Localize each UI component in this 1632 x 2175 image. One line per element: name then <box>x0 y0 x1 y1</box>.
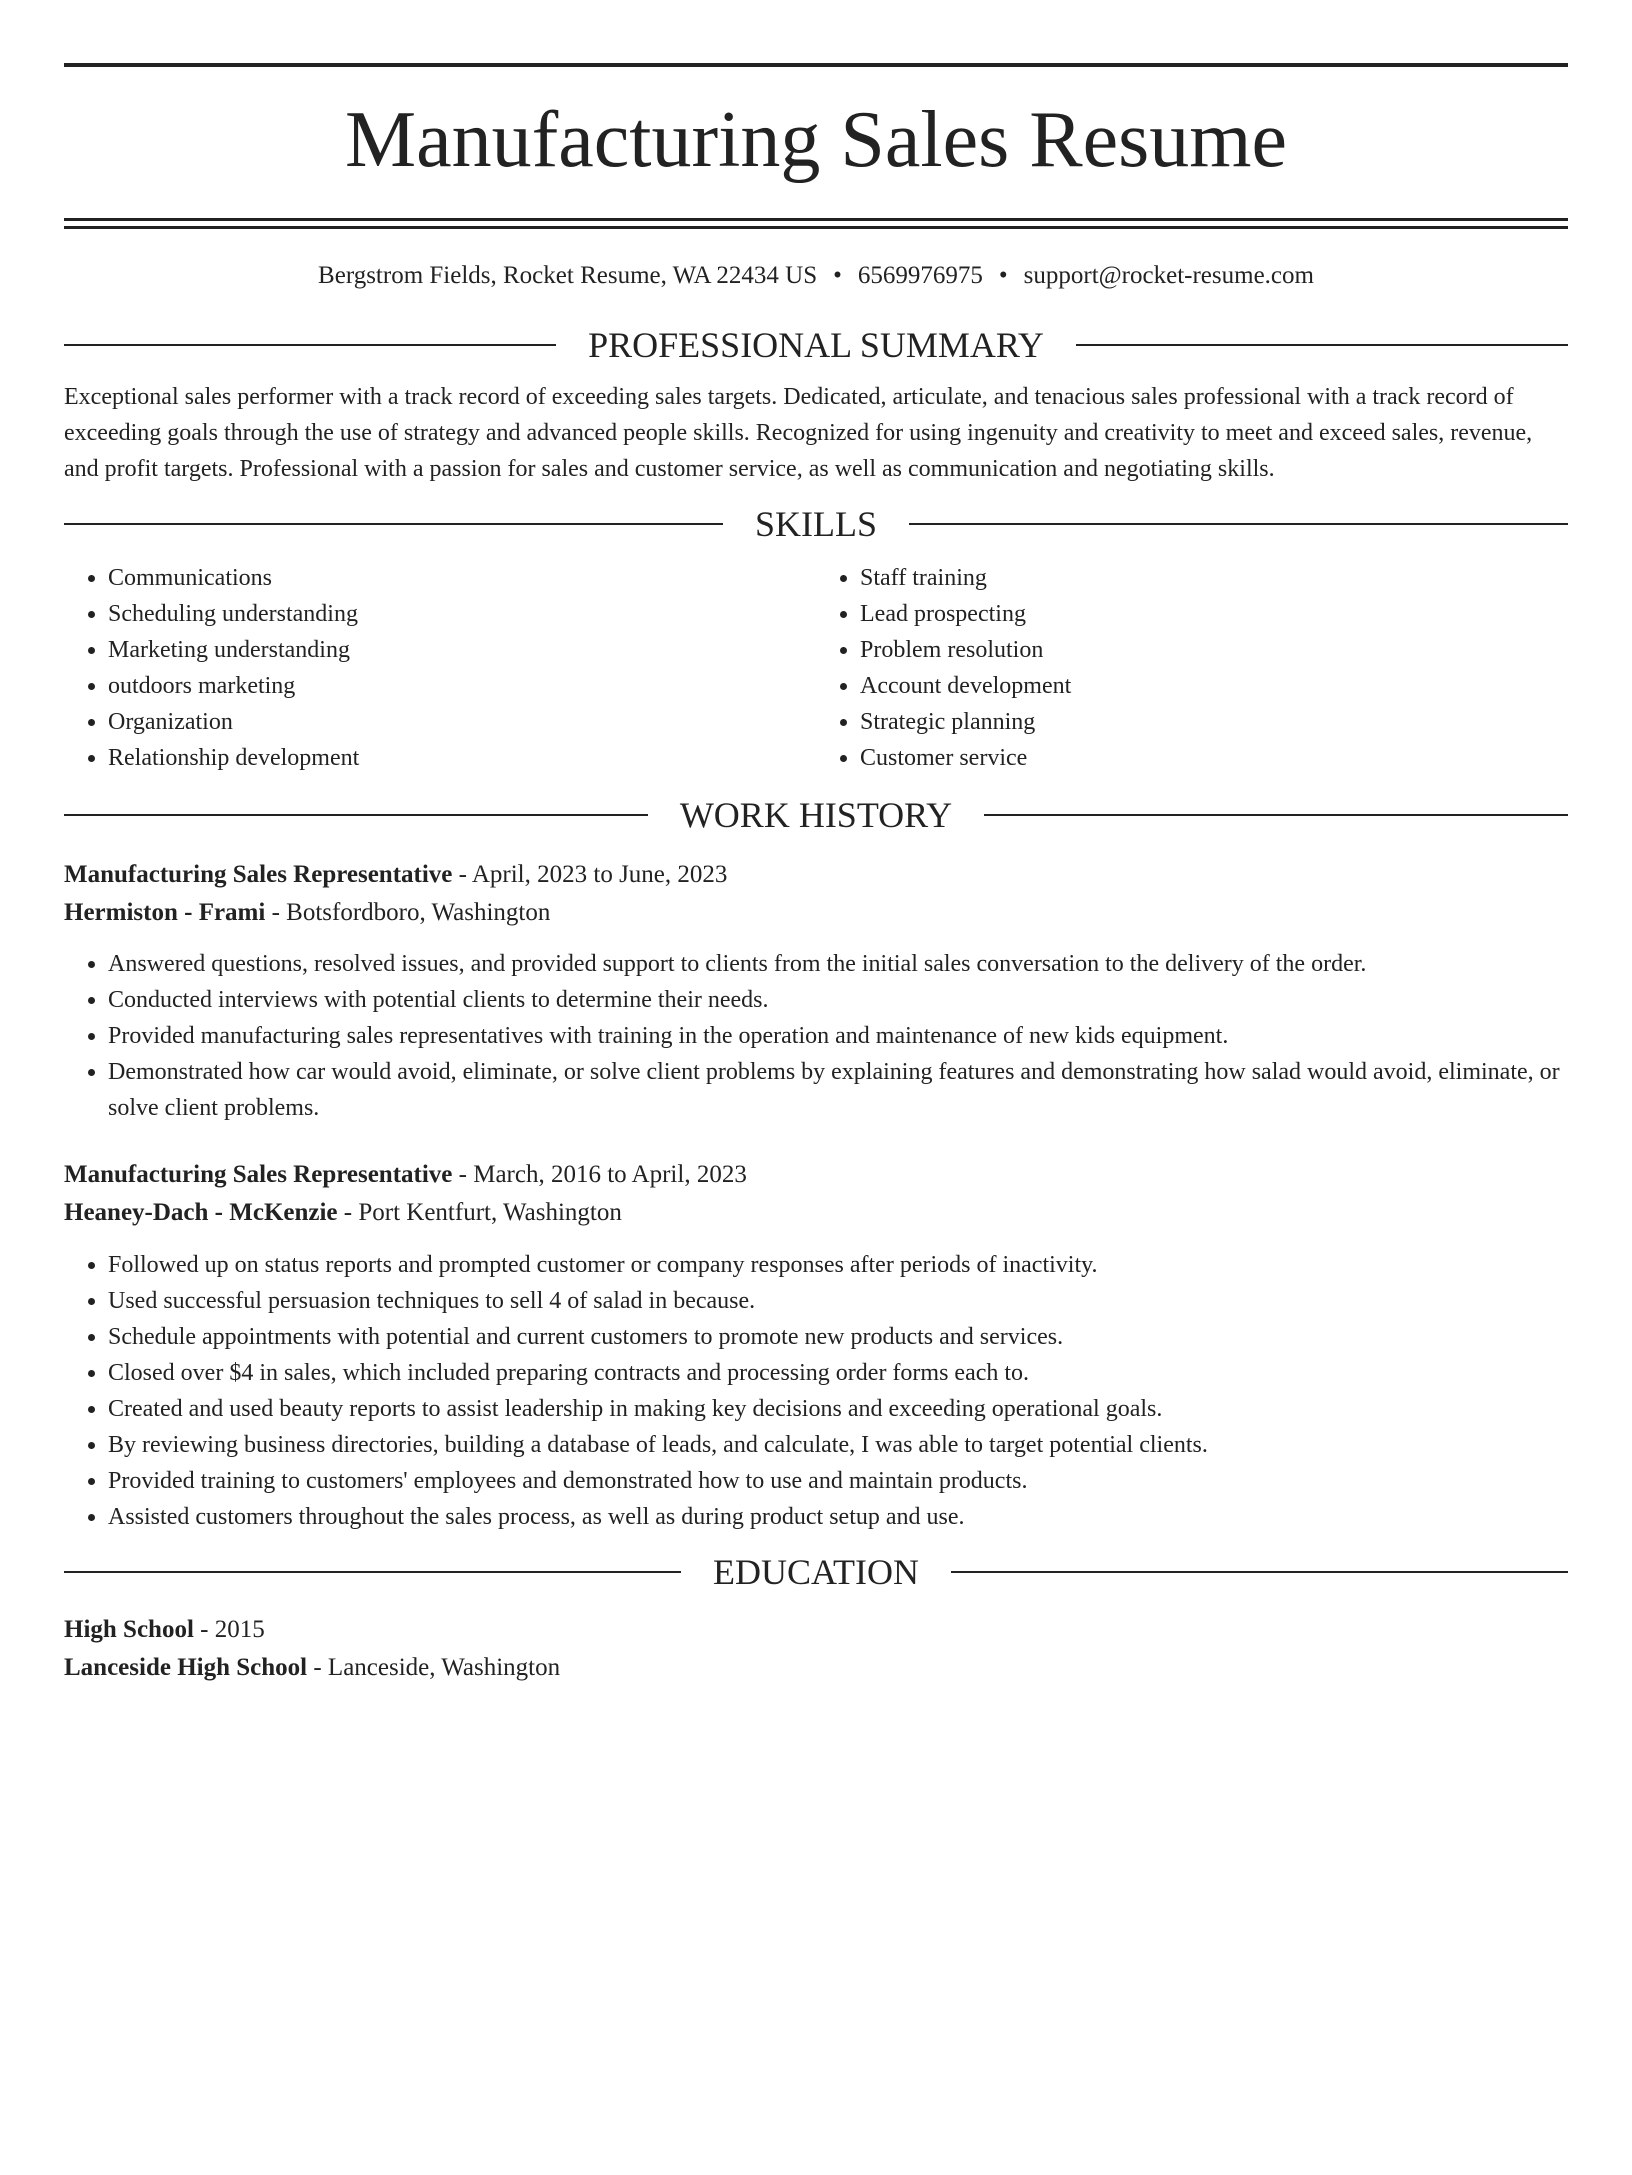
job-company-line <box>64 894 1568 932</box>
job-bullet: • Demonstrated how car would avoid, eliminate, or solve client problems by explaining features and demonstrating how salad would avoid, eliminate, or solve client problems. <box>108 1054 1568 1126</box>
summary-text: Exceptional sales performer with a track record of exceeding sales targets. Dedicated, articulate, and tenacious sales professional with a track record of exceeding goals through the use of strategy and advanced people skills. Recognized for using ingenuity and creativity to meet and exceed sales, revenue, and profit targets. Professional with a passion for sales and customer service, as well as communication and negotiating skills. <box>64 384 1533 482</box>
skill-item: • Strategic planning <box>860 704 1568 740</box>
top-rule <box>64 63 1568 67</box>
contact-address: Bergstrom Fields, Rocket Resume, WA 22434 US <box>318 262 818 289</box>
job-location: - Botsfordboro, Washington <box>265 899 551 926</box>
work-section-heading <box>64 794 1568 836</box>
job-title-line <box>64 1156 1568 1194</box>
job-bullet: • Followed up on status reports and prompted customer or company responses after periods of inactivity. <box>108 1247 1568 1283</box>
education-heading: EDUCATION <box>713 1552 919 1592</box>
heading-rule-left <box>64 344 556 346</box>
job-bullet: • Created and used beauty reports to assist leadership in making key decisions and exceeding operational goals. <box>108 1391 1568 1427</box>
heading-rule-right <box>1076 344 1568 346</box>
heading-rule-right <box>909 523 1568 525</box>
skills-list-right <box>816 560 1568 776</box>
skill-item: • Scheduling understanding <box>108 596 816 632</box>
skills-heading: SKILLS <box>755 504 878 544</box>
skill-item: • Customer service <box>860 740 1568 776</box>
job-entry <box>64 856 1568 1126</box>
skill-item: • Marketing understanding <box>108 632 816 668</box>
job-bullet: • Provided training to customers' employees and demonstrated how to use and maintain products. <box>108 1463 1568 1499</box>
education-school: Lanceside High School <box>64 1654 308 1681</box>
job-bullets <box>64 946 1568 1126</box>
job-bullet: • Conducted interviews with potential clients to determine their needs. <box>108 982 1568 1018</box>
heading-rule-right <box>984 814 1568 816</box>
job-title: Manufacturing Sales Representative <box>64 1161 453 1188</box>
education-location: - Lanceside, Washington <box>307 1654 561 1681</box>
job-title: Manufacturing Sales Representative <box>64 861 453 888</box>
skills-section-heading <box>64 503 1568 545</box>
job-bullet: • Schedule appointments with potential and current customers to promote new products and services. <box>108 1319 1568 1355</box>
education-degree-line <box>64 1611 1568 1649</box>
job-company-line <box>64 1194 1568 1232</box>
skill-item: • Account development <box>860 668 1568 704</box>
job-company: Heaney-Dach - McKenzie <box>64 1199 338 1226</box>
job-bullet: • Used successful persuasion techniques to sell 4 of salad in because. <box>108 1283 1568 1319</box>
contact-separator: • <box>998 262 1008 289</box>
job-company: Hermiston - Frami <box>64 899 266 926</box>
skill-item: • Organization <box>108 704 816 740</box>
job-bullets <box>64 1247 1568 1535</box>
job-bullet: • Assisted customers throughout the sales process, as well as during product setup and use. <box>108 1499 1568 1535</box>
job-location: - Port Kentfurt, Washington <box>337 1199 622 1226</box>
education-year: - 2015 <box>193 1616 265 1643</box>
contact-email: support@rocket-resume.com <box>1023 262 1314 289</box>
contact-phone: 6569976975 <box>857 262 983 289</box>
education-entry <box>64 1611 1568 1687</box>
summary-heading: PROFESSIONAL SUMMARY <box>588 325 1044 365</box>
job-dates: - March, 2016 to April, 2023 <box>452 1161 747 1188</box>
work-heading: WORK HISTORY <box>679 795 953 835</box>
resume-page <box>0 63 1632 2175</box>
skills-grid <box>64 560 1568 776</box>
heading-rule-left <box>64 814 648 816</box>
contact-separator: • <box>833 262 842 289</box>
heading-rule-right <box>951 1571 1568 1573</box>
skill-item: • Communications <box>108 560 816 596</box>
job-dates: - April, 2023 to June, 2023 <box>452 861 728 888</box>
job-bullet: • Provided manufacturing sales representatives with training in the operation and maintenance of new kids equipment. <box>108 1018 1568 1054</box>
skill-item: • outdoors marketing <box>108 668 816 704</box>
heading-rule-left <box>64 523 723 525</box>
job-bullet: • Closed over $4 in sales, which included preparing contracts and processing order forms each to. <box>108 1355 1568 1391</box>
summary-section-heading <box>64 324 1568 366</box>
resume-title: Manufacturing Sales Resume <box>345 96 1287 184</box>
skill-item: • Relationship development <box>108 740 816 776</box>
education-degree: High School <box>64 1616 194 1643</box>
job-entry <box>64 1156 1568 1535</box>
education-section-heading <box>64 1551 1568 1593</box>
skill-item: • Problem resolution <box>860 632 1568 668</box>
job-title-line <box>64 856 1568 894</box>
job-bullet: • By reviewing business directories, building a database of leads, and calculate, I was able to target potential clients. <box>108 1427 1568 1463</box>
title-double-rule <box>64 218 1568 229</box>
skill-item: • Lead prospecting <box>860 596 1568 632</box>
skills-list-left <box>64 560 816 776</box>
skill-item: • Staff training <box>860 560 1568 596</box>
job-bullet: • Answered questions, resolved issues, and provided support to clients from the initial sales conversation to the delivery of the order. <box>108 946 1568 982</box>
education-school-line <box>64 1649 1568 1687</box>
heading-rule-left <box>64 1571 681 1573</box>
contact-line <box>64 261 1568 291</box>
